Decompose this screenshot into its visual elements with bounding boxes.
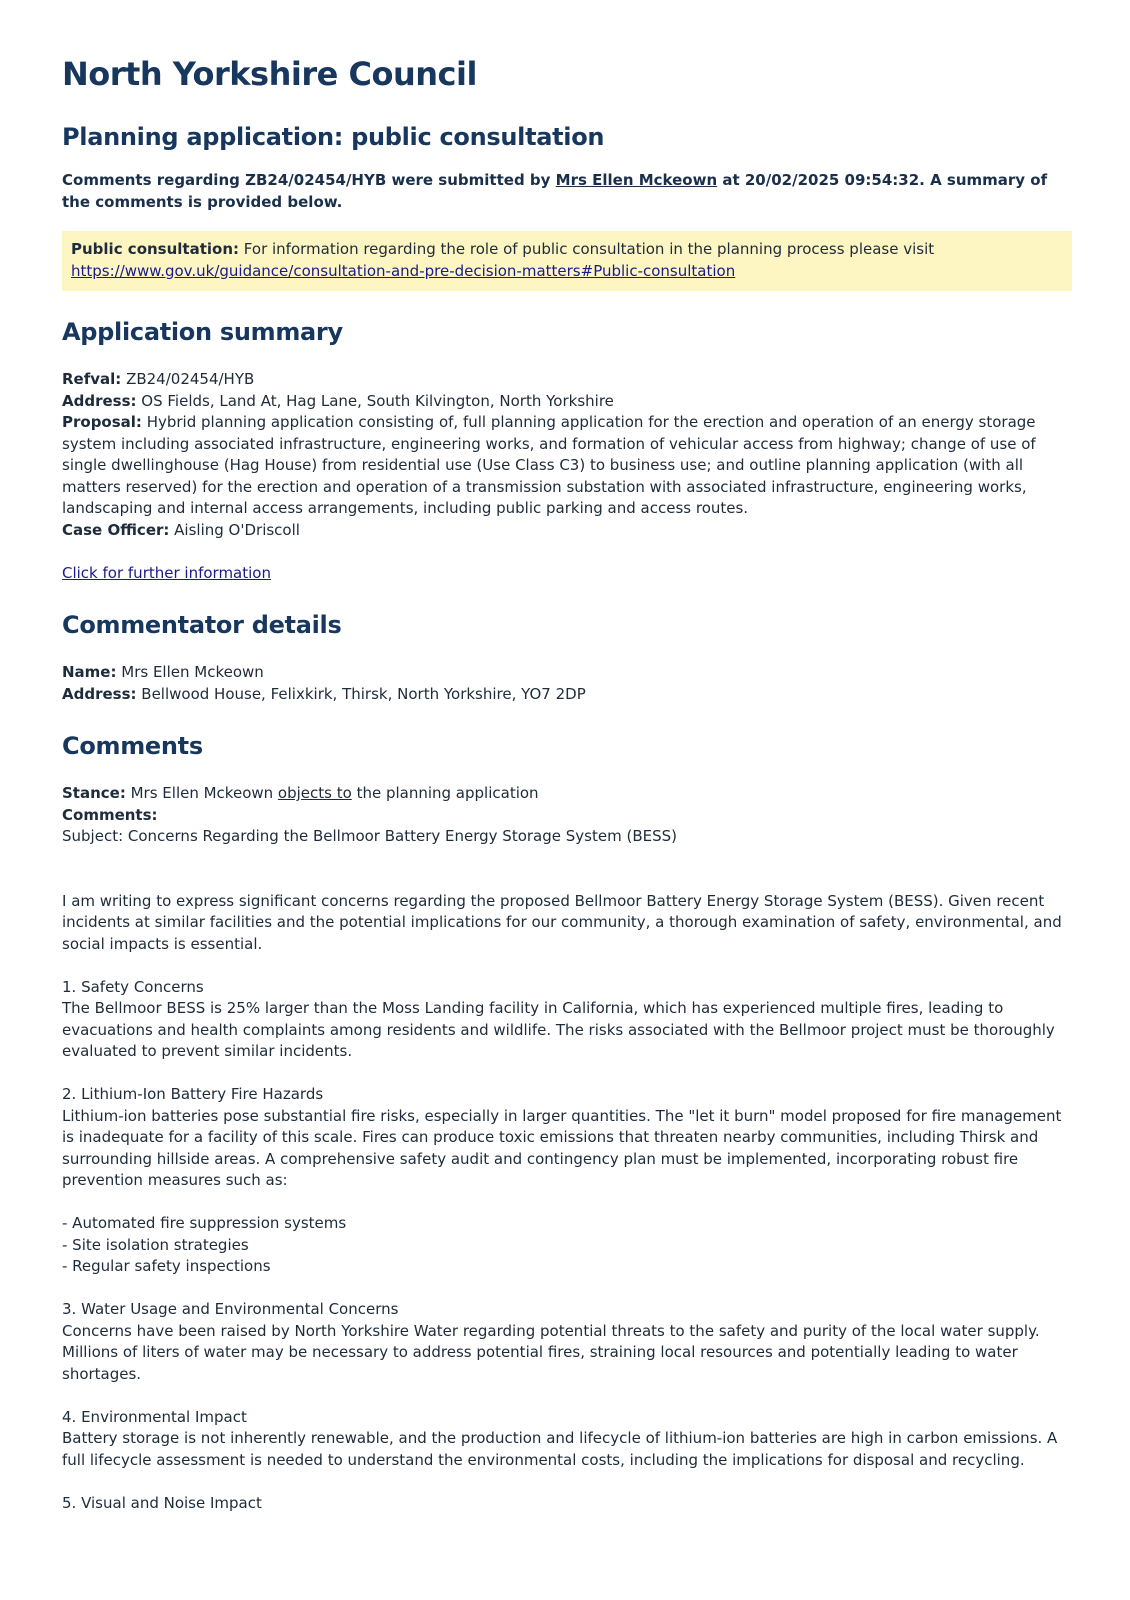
section-4-title: 4. Environmental Impact [62,1407,247,1426]
refval-row [62,369,1072,391]
case-officer-label: Case Officer: [62,520,170,539]
intro-prefix: Comments regarding ZB24/02454/HYB were submitted by [62,171,556,189]
further-info-link[interactable]: Click for further information [62,563,271,582]
list-item: - Regular safety inspections [62,1257,271,1275]
refval-value: ZB24/02454/HYB [121,370,255,388]
refval-label: Refval: [62,370,122,388]
section-2-body: Lithium-ion batteries pose substantial fire risks, especially in larger quantities. The "let it burn" model proposed for fire management is inadequate for a facility of this scale. Fires can produce toxic emissions that threaten nearby communities, including Thirsk and surrounding hillside areas. A comprehensive safety audit and contingency plan must be implemented, incorporating robust fire prevention measures such as: [62,1106,1062,1189]
case-officer-value: Aisling O'Driscoll [169,520,300,539]
case-officer-row [62,520,1072,542]
name-label: Name: [62,663,117,681]
commentator-address-label: Address: [62,684,137,703]
notice-label: Public consultation: [71,240,240,258]
list-item: - Site isolation strategies [62,1235,249,1254]
stance-label: Stance: [62,784,126,802]
council-title: North Yorkshire Council [62,55,477,93]
address-value: OS Fields, Land At, Hag Lane, South Kilvington, North Yorkshire [136,391,614,410]
section-1-body: The Bellmoor BESS is 25% larger than the Moss Landing facility in California, which has experienced multiple fires, leading to evacuations and health complaints among residents and wildlife. The risks associated with the Bellmoor project must be thoroughly evaluated to prevent similar incidents. [62,999,1055,1060]
name-row [62,662,1072,684]
section-3-body: Concerns have been raised by North Yorkshire Water regarding potential threats to the safety and purity of the local water supply. Millions of liters of water may be necessary to address potential fires, straining local resources and potentially leading to water shortages. [62,1321,1040,1383]
proposal-value: Hybrid planning application consisting of, full planning application for the erection and operation of an energy storage system including associated infrastructure, engineering works, and formation of vehicular access from highway; change of use of single dwellinghouse (Hag House) from residential use (Use Class C3) to business use; and outline planning application (with all matters reserved) for the erection and operation of a transmission substation with associated infrastructure, engineering works, landscaping and internal access arrangements, including public parking and access routes. [62,413,1036,517]
document-page [62,50,1072,1514]
comments-body [62,783,1072,1514]
address-label: Address: [62,391,137,410]
address-row [62,391,1072,413]
stance-link[interactable]: objects to [277,784,352,802]
commentator-heading: Commentator details [62,611,342,639]
comment-intro-paragraph: I am writing to express significant concerns regarding the proposed Bellmoor Battery Energy Storage System (BESS). Given recent incidents at similar facilities and the potential implications for our community, a thorough examination of safety, environmental, and social impacts is essential. [62,891,1062,953]
commenter-link[interactable]: Mrs Ellen Mckeown [555,171,718,189]
application-summary-heading: Application summary [62,318,343,346]
name-value: Mrs Ellen Mckeown [116,663,264,681]
section-5-title: 5. Visual and Noise Impact [62,1493,262,1512]
section-3-title: 3. Water Usage and Environmental Concerns [62,1300,399,1318]
section-2-title: 2. Lithium-Ion Battery Fire Hazards [62,1085,324,1103]
application-summary [62,369,1072,584]
submission-intro [62,170,1072,213]
section-4-body: Battery storage is not inherently renewable, and the production and lifecycle of lithium-ion batteries are high in carbon emissions. A full lifecycle assessment is needed to understand the environmental costs, including the implications for disposal and recycling. [62,1429,1058,1469]
stance-prefix: Mrs Ellen Mckeown [125,784,278,802]
intro-suffix: at 20/02/2025 09:54:32. A summary of the comments is provided below. [62,171,1048,211]
comment-subject: Subject: Concerns Regarding the Bellmoor Battery Energy Storage System (BESS) [62,827,677,845]
section-1-title: 1. Safety Concerns [62,977,204,996]
list-item: - Automated fire suppression systems [62,1214,347,1232]
guidance-link[interactable]: https://www.gov.uk/guidance/consultation-and-pre-decision-matters#Public-consultation [71,261,736,280]
proposal-label: Proposal: [62,413,142,431]
stance-row [62,783,1072,805]
proposal-row [62,412,1072,520]
consultation-notice [62,231,1072,291]
comments-label: Comments: [62,805,158,824]
notice-text: For information regarding the role of public consultation in the planning process please visit [239,240,935,258]
commentator-address-value: Bellwood House, Felixkirk, Thirsk, North Yorkshire, YO7 2DP [136,684,586,703]
stance-suffix: the planning application [351,784,539,802]
page-subtitle: Planning application: public consultation [62,123,605,151]
comments-heading: Comments [62,732,203,760]
commentator-details [62,662,1072,705]
commentator-address-row [62,684,1072,706]
